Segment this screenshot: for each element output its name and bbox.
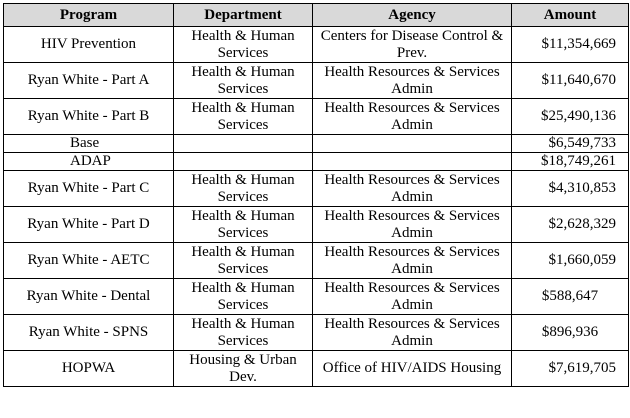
header-row bbox=[4, 4, 629, 27]
agency-cell bbox=[313, 135, 512, 153]
department-cell: Health & Human Services bbox=[174, 315, 313, 351]
table-row bbox=[4, 153, 629, 171]
table-row bbox=[4, 315, 629, 351]
header-program: Program bbox=[4, 4, 174, 27]
program-cell: Ryan White - Part C bbox=[4, 171, 174, 207]
program-cell: ADAP bbox=[4, 153, 174, 171]
program-cell: Ryan White - SPNS bbox=[4, 315, 174, 351]
department-cell: Health & Human Services bbox=[174, 63, 313, 99]
amount-cell: $7,619,705 bbox=[512, 351, 629, 387]
program-cell: HIV Prevention bbox=[4, 27, 174, 63]
table-row bbox=[4, 171, 629, 207]
agency-cell: Health Resources & Services Admin bbox=[313, 63, 512, 99]
program-cell: Ryan White - AETC bbox=[4, 243, 174, 279]
table-row bbox=[4, 351, 629, 387]
header-department: Department bbox=[174, 4, 313, 27]
amount-cell: $896,936 bbox=[512, 315, 629, 351]
department-cell bbox=[174, 153, 313, 171]
amount-cell: $6,549,733 bbox=[512, 135, 629, 153]
funding-table bbox=[3, 3, 629, 387]
department-cell: Health & Human Services bbox=[174, 279, 313, 315]
table-row bbox=[4, 279, 629, 315]
amount-cell: $11,354,669 bbox=[512, 27, 629, 63]
department-cell: Health & Human Services bbox=[174, 243, 313, 279]
program-cell: Ryan White - Part A bbox=[4, 63, 174, 99]
header-agency: Agency bbox=[313, 4, 512, 27]
agency-cell bbox=[313, 153, 512, 171]
amount-cell: $11,640,670 bbox=[512, 63, 629, 99]
amount-cell: $2,628,329 bbox=[512, 207, 629, 243]
program-cell: Base bbox=[4, 135, 174, 153]
table-row bbox=[4, 243, 629, 279]
table-row bbox=[4, 99, 629, 135]
department-cell: Health & Human Services bbox=[174, 99, 313, 135]
program-cell: Ryan White - Part B bbox=[4, 99, 174, 135]
agency-cell: Health Resources & Services Admin bbox=[313, 171, 512, 207]
header-amount: Amount bbox=[512, 4, 629, 27]
table-row bbox=[4, 63, 629, 99]
agency-cell: Health Resources & Services Admin bbox=[313, 207, 512, 243]
amount-cell: $25,490,136 bbox=[512, 99, 629, 135]
table-row bbox=[4, 27, 629, 63]
table-row bbox=[4, 135, 629, 153]
agency-cell: Health Resources & Services Admin bbox=[313, 243, 512, 279]
program-cell: Ryan White - Dental bbox=[4, 279, 174, 315]
program-cell: HOPWA bbox=[4, 351, 174, 387]
amount-cell: $1,660,059 bbox=[512, 243, 629, 279]
agency-cell: Health Resources & Services Admin bbox=[313, 315, 512, 351]
agency-cell: Office of HIV/AIDS Housing bbox=[313, 351, 512, 387]
department-cell: Health & Human Services bbox=[174, 171, 313, 207]
agency-cell: Health Resources & Services Admin bbox=[313, 99, 512, 135]
agency-cell: Health Resources & Services Admin bbox=[313, 279, 512, 315]
department-cell: Health & Human Services bbox=[174, 27, 313, 63]
department-cell: Housing & Urban Dev. bbox=[174, 351, 313, 387]
table-row bbox=[4, 207, 629, 243]
amount-cell: $4,310,853 bbox=[512, 171, 629, 207]
agency-cell: Centers for Disease Control & Prev. bbox=[313, 27, 512, 63]
department-cell bbox=[174, 135, 313, 153]
amount-cell: $588,647 bbox=[512, 279, 629, 315]
program-cell: Ryan White - Part D bbox=[4, 207, 174, 243]
amount-cell: $18,749,261 bbox=[512, 153, 629, 171]
department-cell: Health & Human Services bbox=[174, 207, 313, 243]
